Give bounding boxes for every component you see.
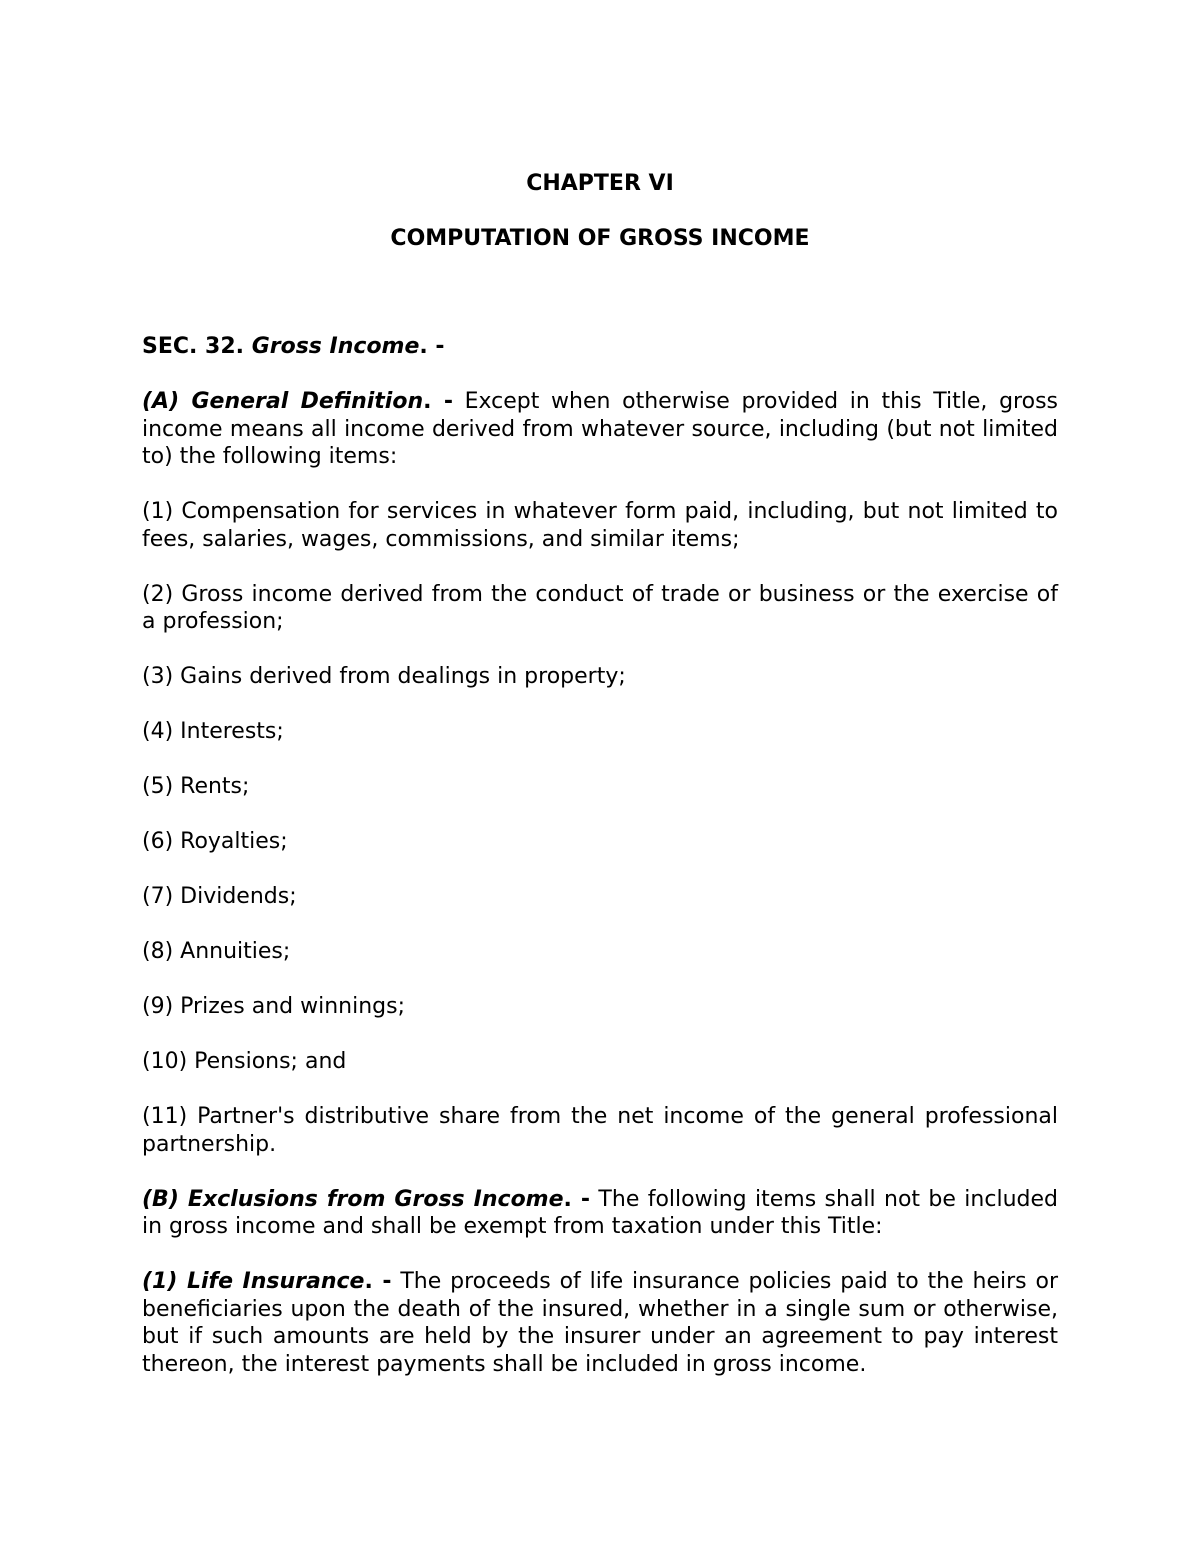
general-definition-dash: . -	[423, 389, 453, 414]
section-label: SEC. 32.	[142, 334, 245, 359]
list-item: (1) Compensation for services in whatever form paid, including, but not limited to fees, salaries, wages, commissions, and similar items;	[142, 499, 1058, 552]
life-insurance-paragraph	[142, 1268, 1058, 1378]
list-item: (8) Annuities;	[142, 939, 291, 964]
life-insurance-dash: . -	[364, 1269, 392, 1294]
general-definition-heading: (A) General Definition	[142, 389, 424, 414]
list-item: (9) Prizes and winnings;	[142, 994, 406, 1019]
list-item: (6) Royalties;	[142, 829, 288, 854]
section-body	[142, 388, 1058, 1406]
list-item: (5) Rents;	[142, 774, 250, 799]
list-item: (2) Gross income derived from the conduct of trade or business or the exercise of a profession;	[142, 581, 1058, 634]
list-item: (3) Gains derived from dealings in property;	[142, 664, 626, 689]
life-insurance-heading: (1) Life Insurance	[142, 1269, 365, 1294]
chapter-title: COMPUTATION OF GROSS INCOME	[390, 226, 810, 251]
general-definition-paragraph	[142, 388, 1058, 471]
list-item: (11) Partner's distributive share from the net income of the general professional partnership.	[142, 1104, 1058, 1157]
list-item: (4) Interests;	[142, 719, 284, 744]
chapter-heading: CHAPTER VI	[526, 171, 674, 196]
exclusions-heading: (B) Exclusions from Gross Income	[142, 1186, 564, 1212]
exclusions-dash: . -	[563, 1186, 591, 1212]
section-name: Gross Income	[251, 334, 420, 359]
exclusions-paragraph	[142, 1186, 1058, 1241]
section-heading	[142, 333, 445, 361]
list-item: (10) Pensions; and	[142, 1049, 347, 1074]
life-insurance-text: The proceeds of life insurance policies paid to the heirs or beneficiaries upon the death of the insured, whether in a single sum or otherwise, but if such amounts are held by the insurer under an agreement to pay interest thereon, the interest payments shall be included in gross income.	[142, 1269, 1058, 1377]
general-definition-text: Except when otherwise provided in this Title, gross income means all income derived from whatever source, including (but not limited to) the following items:	[142, 389, 1058, 469]
exclusions-text: The following items shall not be included in gross income and shall be exempt from taxation under this Title:	[142, 1186, 1058, 1239]
section-suffix: . -	[419, 334, 445, 359]
list-item: (7) Dividends;	[142, 884, 297, 909]
